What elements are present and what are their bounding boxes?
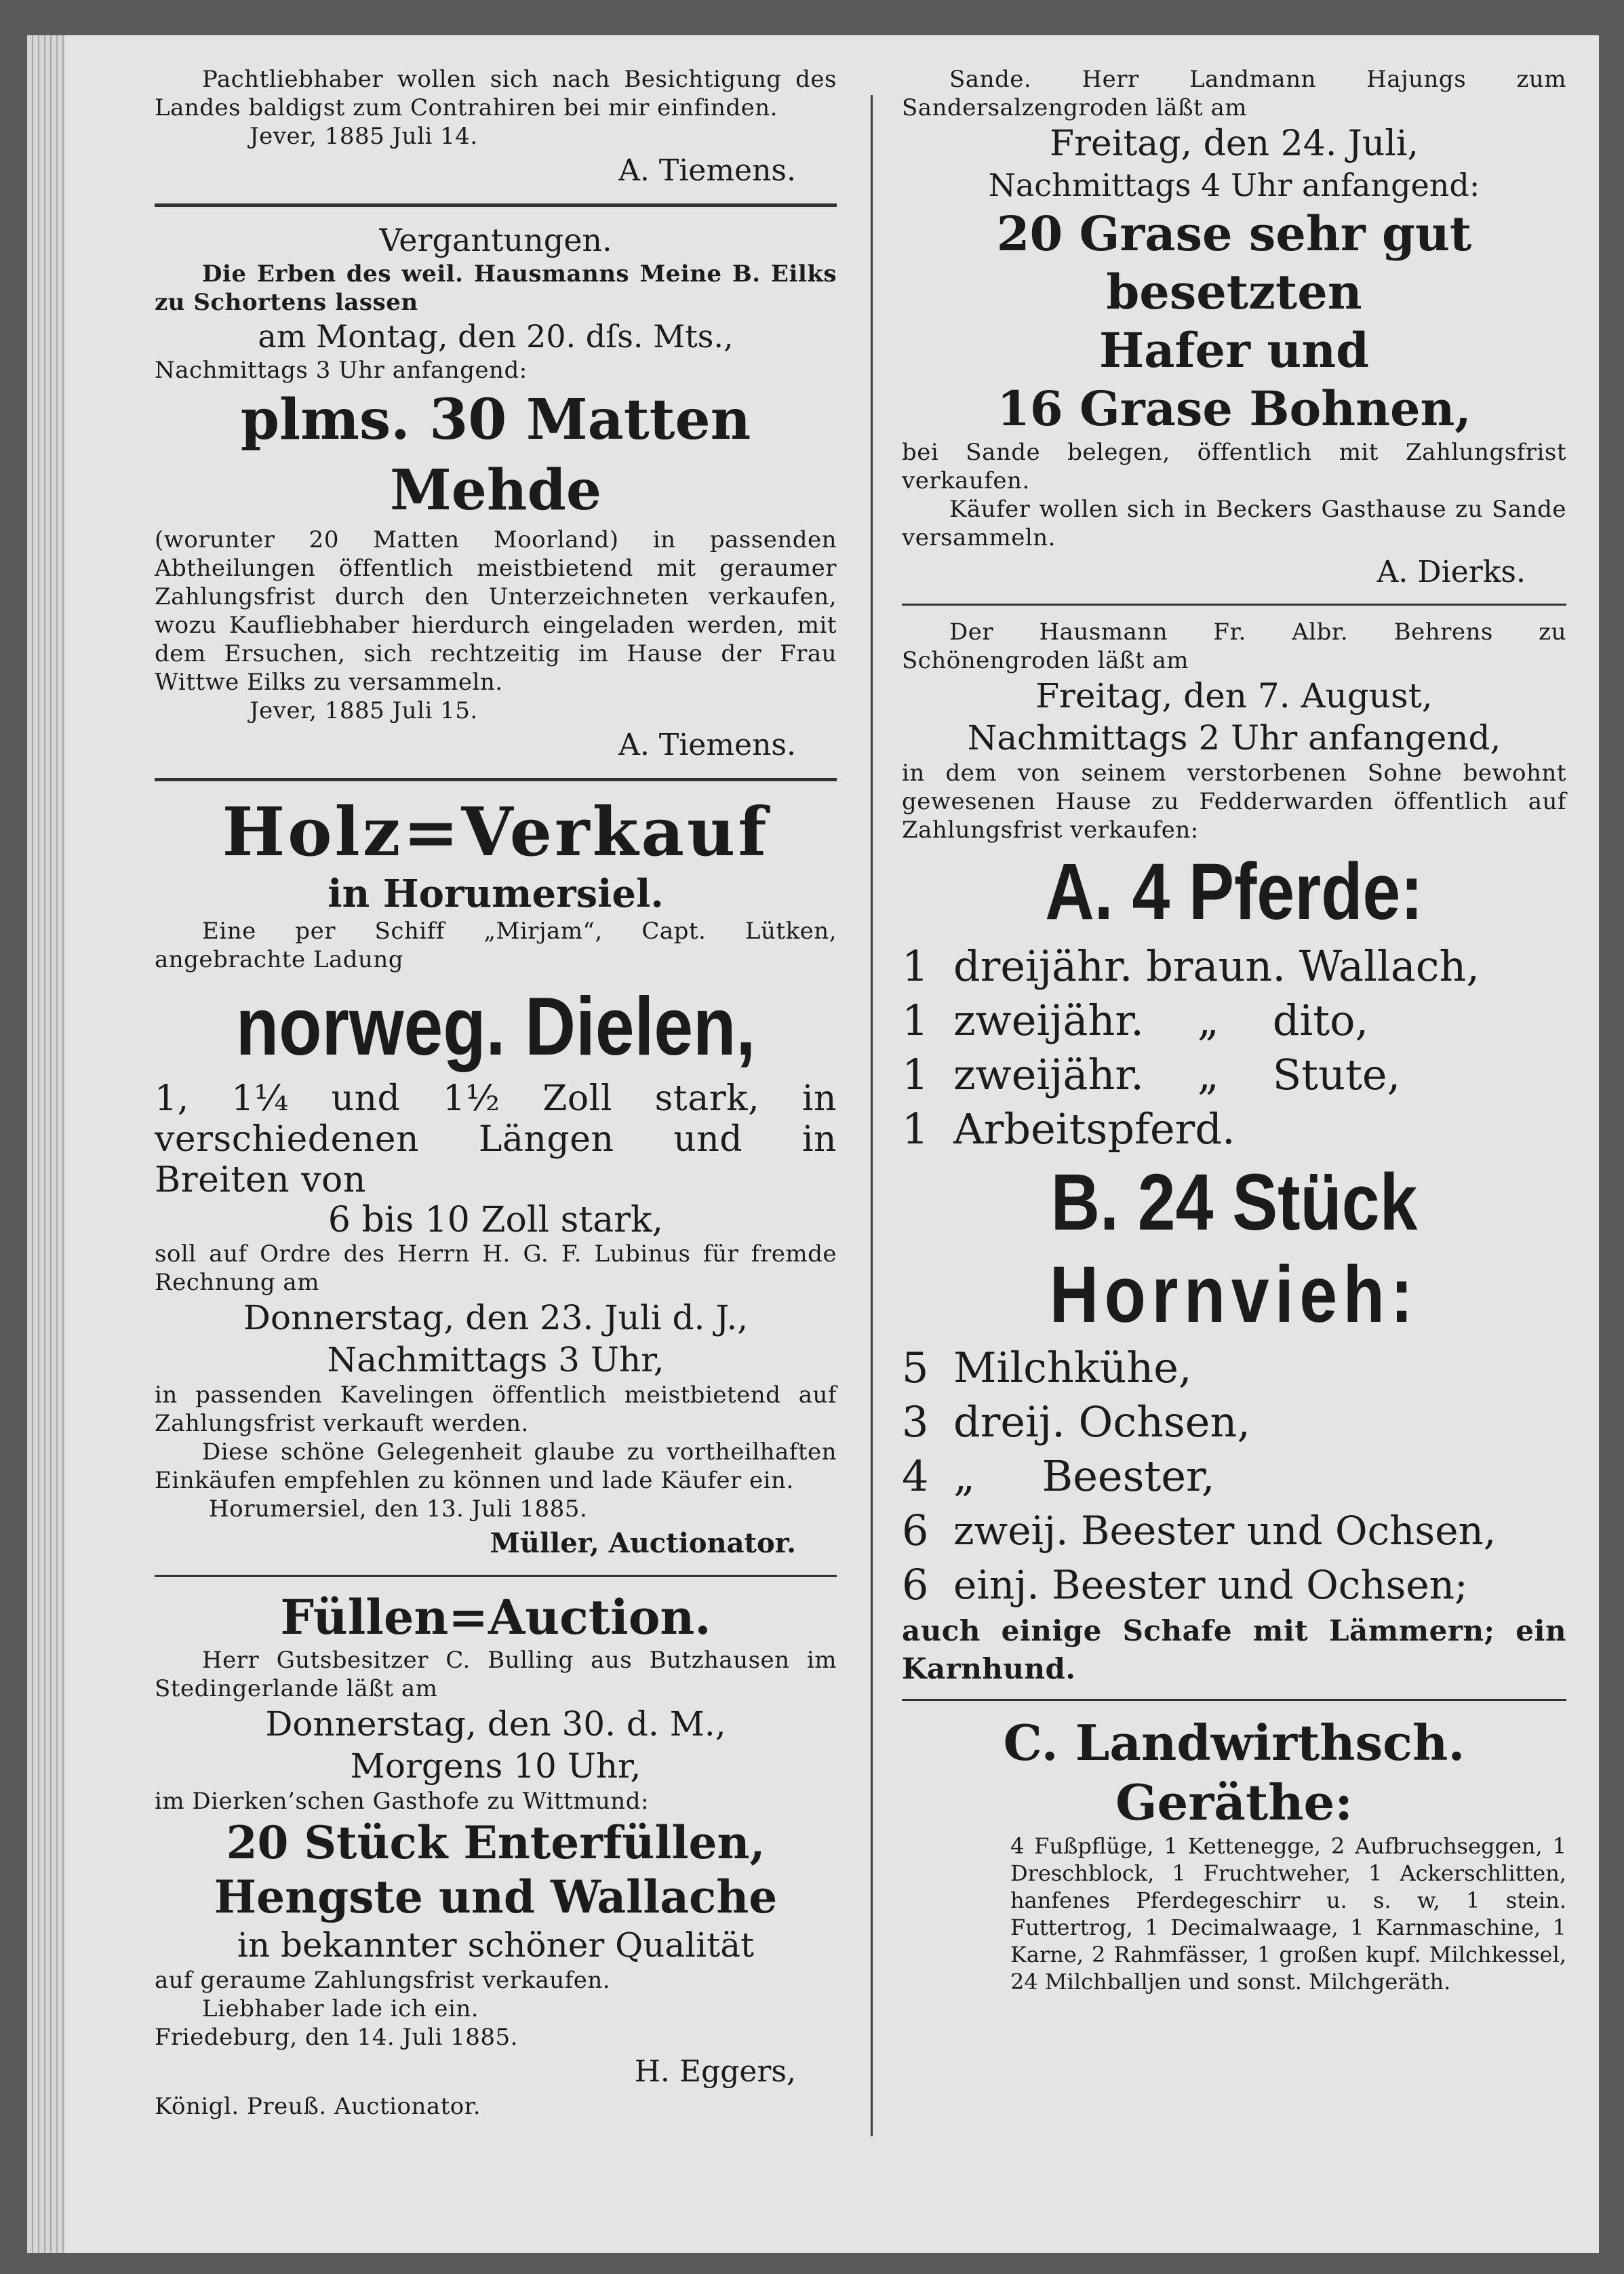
left-column <box>155 65 837 2121</box>
tools-list: 4 Fußpflüge, 1 Kettenegge, 2 Aufbruchseggen, 1 Dreschblock, 1 Fruchtweher, 1 Ackerschlitten, hanfenes Pferdegeschirr u. s. w, 1 stein. Futtertrog, 1 Decimalwaage, 1 Karnmaschine, 1 Karne, 2 Rahmfässer, 1 großen kupf. Milchkessel, 24 Milchballjen und sonst. Milchgeräth. <box>1010 1833 1566 1995</box>
ad-headline-2: Hengste und Wallache <box>214 1870 778 1923</box>
divider-rule <box>155 203 837 207</box>
order-text: soll auf Ordre des Herrn H. G. F. Lubinus für fremde Rechnung am <box>155 1240 837 1296</box>
item-text: Arbeitspferd. <box>953 1104 1235 1154</box>
extra-items: auch einige Schafe mit Lämmern; ein Karnhund. <box>902 1614 1566 1685</box>
item-count: 3 <box>902 1397 929 1447</box>
item-text: zweij. Beester und Ochsen, <box>953 1508 1497 1554</box>
divider-rule <box>902 604 1566 606</box>
signature: A. Tiemens. <box>618 728 796 762</box>
section-b-heading-2: Hornvieh: <box>1049 1250 1419 1339</box>
auction-time: Morgens 10 Uhr, <box>350 1746 641 1786</box>
ad-subtitle: in Horumersiel. <box>328 871 664 916</box>
ad-holz-verkauf <box>155 795 837 1564</box>
auction-time: Nachmittags 2 Uhr anfangend, <box>967 718 1501 758</box>
ad-body: in passenden Kavelingen öffentlich meistbietend auf Zahlungsfrist verkauft werden. <box>155 1381 837 1437</box>
ad-intro: Der Hausmann Fr. Albr. Behrens zu Schönengroden läßt am <box>902 619 1566 674</box>
item-text: Milchkühe, <box>953 1343 1192 1392</box>
auction-date: Donnerstag, den 30. d. M., <box>265 1704 726 1744</box>
item-text: zweijähr. „ Stute, <box>953 1050 1401 1099</box>
signature: A. Dierks. <box>1377 555 1526 589</box>
auction-venue: im Dierken’schen Gasthofe zu Wittmund: <box>155 1788 649 1815</box>
auction-date: Freitag, den 24. Juli, <box>1049 123 1419 164</box>
ad-body: in dem von seinem verstorbenen Sohne bewohnt gewesenen Hause zu Fedderwarden öffentlich auf Zahlungsfrist verkaufen: <box>902 760 1566 844</box>
place-date: Friedeburg, den 14. Juli 1885. <box>155 2024 518 2051</box>
ad-body: (worunter 20 Matten Moorland) in passenden Abtheilungen öffentlich meistbietend mit geraumer Zahlungsfrist durch den Unterzeichneten verkaufen, wozu Kaufliebhaber hierdurch eingeladen werden, mit dem Ersuchen, sich rechtzeitig im Hause der Frau Wittwe Eilks zu versammeln. <box>155 526 837 696</box>
list-item <box>902 1558 1566 1612</box>
item-text: „ Beester, <box>953 1451 1215 1501</box>
right-column <box>902 65 1566 1995</box>
column-divider <box>871 95 873 2136</box>
spec-line: 1, 1¼ und 1½ Zoll stark, in verschiedenen Längen und in Breiten von <box>155 1078 837 1200</box>
list-item <box>902 994 1566 1048</box>
list-item <box>902 1048 1566 1102</box>
ad-intro: Eine per Schiff „Mirjam“, Capt. Lütken, angebrachte Ladung <box>155 918 837 973</box>
auction-date: Donnerstag, den 23. Juli d. J., <box>243 1298 749 1337</box>
ad-title: Holz=Verkauf <box>222 793 770 871</box>
place-date: Jever, 1885 Juli 14. <box>250 123 478 150</box>
ad-invite: Liebhaber lade ich ein. <box>202 1995 479 2022</box>
auction-time: Nachmittags 3 Uhr, <box>327 1340 665 1379</box>
divider-rule <box>155 1575 837 1577</box>
ad-text: Pachtliebhaber wollen sich nach Besichtigung des Landes baldigst zum Contrahiren bei mir einfinden. <box>155 66 837 121</box>
item-count: 1 <box>902 1050 929 1099</box>
item-text: dreijähr. braun. Wallach, <box>953 941 1480 991</box>
item-count: 1 <box>902 996 929 1045</box>
ad-intro: Die Erben des weil. Hausmanns Meine B. Eilks zu Schortens lassen <box>155 260 837 316</box>
cattle-list <box>902 1341 1566 1612</box>
place-date: Jever, 1885 Juli 15. <box>250 697 478 724</box>
ad-quality: in bekannter schöner Qualität <box>237 1925 755 1965</box>
item-count: 5 <box>902 1343 929 1392</box>
ad-fuellen-auction <box>155 1589 837 2121</box>
ad-headline: plms. 30 Matten Mehde <box>240 387 751 523</box>
ad-headline-3: 16 Grase Bohnen, <box>997 380 1471 437</box>
ad-lease-tiemens <box>155 65 837 191</box>
divider-rule <box>902 1699 1566 1701</box>
auction-date: am Montag, den 20. dſs. Mts., <box>258 318 734 355</box>
item-text: einj. Beester und Ochsen; <box>953 1562 1468 1608</box>
ad-terms: auf geraume Zahlungsfrist verkaufen. <box>155 1967 611 1994</box>
section-b-heading: B. 24 Stück <box>1050 1158 1418 1247</box>
list-item <box>902 1102 1566 1156</box>
item-text: dreij. Ochsen, <box>953 1397 1251 1447</box>
list-item <box>902 939 1566 994</box>
ad-headline: norweg. Dielen, <box>235 980 756 1072</box>
section-c-heading: C. Landwirthsch. Geräthe: <box>1003 1714 1465 1831</box>
signature: Müller, Auctionator. <box>490 1527 796 1559</box>
section-a-heading: A. 4 Pferde: <box>1045 847 1423 937</box>
ad-intro: Sande. Herr Landmann Hajungs zum Sandersalzengroden läßt am <box>902 66 1566 121</box>
auction-date: Freitag, den 7. August, <box>1035 676 1433 715</box>
horse-list <box>902 939 1566 1156</box>
divider-rule <box>155 778 837 781</box>
ad-vergantungen <box>155 220 837 766</box>
ad-body-2: Diese schöne Gelegenheit glaube zu vortheilhaften Einkäufen empfehlen zu können und lade Käufer ein. <box>155 1438 837 1494</box>
ad-headline-1: 20 Stück Enterfüllen, <box>226 1816 766 1869</box>
ad-body: bei Sande belegen, öffentlich mit Zahlungsfrist verkaufen. <box>902 439 1566 494</box>
auction-time: Nachmittags 4 Uhr anfangend: <box>988 167 1480 203</box>
item-count: 6 <box>902 1506 929 1555</box>
item-count: 4 <box>902 1451 929 1501</box>
item-count: 1 <box>902 1104 929 1154</box>
ad-body-2: Käufer wollen sich in Beckers Gasthause zu Sande versammeln. <box>902 496 1566 551</box>
ad-sande-hajungs <box>902 65 1566 593</box>
list-item <box>902 1341 1566 1395</box>
page-edge-strips <box>27 35 65 2253</box>
ad-headline-1: 20 Grase sehr gut besetzten <box>996 205 1472 320</box>
list-item <box>902 1449 1566 1504</box>
ad-intro: Herr Gutsbesitzer C. Bulling aus Butzhausen im Stedingerlande läßt am <box>155 1647 837 1702</box>
item-count: 1 <box>902 941 929 991</box>
item-count: 6 <box>902 1560 929 1609</box>
ad-title: Füllen=Auction. <box>280 1589 711 1645</box>
list-item <box>902 1395 1566 1449</box>
signature-title: Königl. Preuß. Auctionator. <box>155 2093 481 2120</box>
list-item <box>902 1504 1566 1558</box>
ad-behrens-auction <box>902 618 1566 1995</box>
item-text: zweijähr. „ dito, <box>953 996 1369 1045</box>
ad-title: Vergantungen. <box>379 222 612 258</box>
signature: H. Eggers, <box>634 2054 796 2089</box>
signature: A. Tiemens. <box>618 153 796 188</box>
ad-headline-2: Hafer und <box>1098 322 1370 378</box>
auction-time: Nachmittags 3 Uhr anfangend: <box>155 357 528 384</box>
spec-line-2: 6 bis 10 Zoll stark, <box>328 1200 664 1240</box>
place-date: Horumersiel, den 13. Juli 1885. <box>209 1495 588 1523</box>
